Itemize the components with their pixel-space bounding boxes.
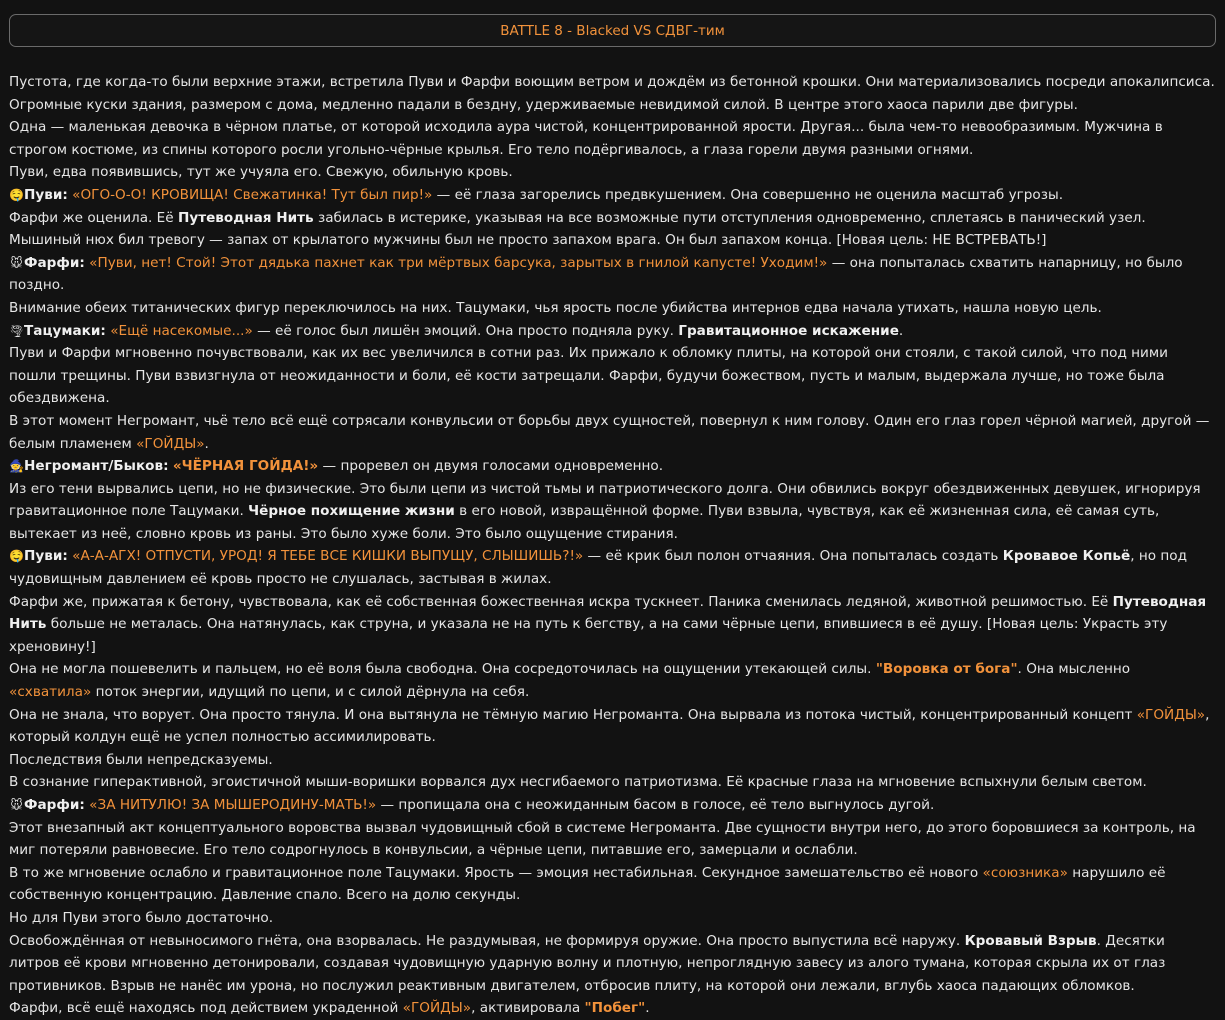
story-paragraph <box>9 207 1216 252</box>
plain-text: , активировала <box>471 1000 585 1017</box>
story-paragraph <box>9 410 1216 455</box>
quote-text: «схватила» <box>9 684 92 701</box>
plain-text: Фарфи, всё ещё находясь под действием украденной <box>9 1000 403 1017</box>
plain-text: Пустота, где когда-то были верхние этажи, встретила Пуви и Фарфи воющим ветром и дождём из бетонной крошки. Они материализовались посреди апокалипсиса. Огромные куски здания, размером с дома, медленно падали в бездну, удерживаемые невидимой силой. В центре этого хаоса парили две фигуры. <box>9 74 1215 113</box>
quote-text: «Пуви, нет! Стой! Этот дядька пахнет как три мёртвых барсука, зарытых в гнилой капусте! Уходим!» <box>89 254 828 271</box>
bold-text: Тацумаки: <box>24 322 106 339</box>
story-paragraph <box>9 297 1216 320</box>
plain-text: больше не металась. Она натянулась, как струна, и указала не на путь к бегству, а на сами чёрные цепи, впившиеся в её душу. [Новая цель: Украсть эту хреновину!] <box>9 616 1168 655</box>
story-text <box>9 71 1216 1020</box>
story-paragraph <box>9 252 1216 297</box>
plain-text: Пуви и Фарфи мгновенно почувствовали, как их вес увеличился в сотни раз. Их прижало к обломку плиты, на которой они стояли, с такой силой, что под ними пошли трещины. Пуви взвизгнула от неожиданности и боли, её кости затрещали. Фарфи, будучи божеством, пусть и малым, выдержала лучше, но тоже была обездвижена. <box>9 345 1168 407</box>
story-paragraph <box>9 749 1216 772</box>
plain-text: . Она мысленно <box>1017 661 1131 678</box>
plain-text: Фарфи же оценила. Её <box>9 209 178 226</box>
story-paragraph <box>9 794 1216 817</box>
story-paragraph <box>9 455 1216 478</box>
plain-text: . Десятки литров её крови мгновенно детонировали, создавая чудовищную ударную волну и плотную, непроглядную завесу из алого тумана, которая скрыла их от глаз противников. Взрыв не нанёс им урона, но послужил реактивным двигателем, отбросив плиту, на которой они лежали, вглубь хаоса падающих обломков. <box>9 932 1166 994</box>
speaker-emoji-icon: 🧙 <box>9 459 24 474</box>
story-paragraph <box>9 545 1216 590</box>
quote-text: «ЗА НИТУЛЮ! ЗА МЫШЕРОДИНУ-МАТЬ!» <box>89 797 377 813</box>
plain-text: . <box>898 322 904 339</box>
plain-text: Освобождённая от невыносимого гнёта, она взорвалась. Не раздумывая, не формируя оружие. Она просто выпустила всё наружу. <box>9 932 965 949</box>
story-paragraph <box>9 862 1216 907</box>
story-paragraph <box>9 591 1216 659</box>
speaker-emoji-icon: 🌪 <box>9 323 25 338</box>
story-paragraph <box>9 71 1216 116</box>
plain-text: В то же мгновение ослабло и гравитационное поле Тацумаки. Ярость — эмоция нестабильная. Секундное замешательство её нового <box>9 864 983 881</box>
speaker-emoji-icon: 🤤 <box>9 549 24 564</box>
battle-title: BATTLE 8 - Blacked VS СДВГ-тим <box>500 22 725 39</box>
plain-text: , который колдун ещё не успел полностью ассимилировать. <box>9 706 1210 746</box>
plain-text: . <box>645 1000 650 1017</box>
story-paragraph <box>9 658 1216 703</box>
story-paragraph <box>9 161 1216 184</box>
plain-text: Одна — маленькая девочка в чёрном платье, от которой исходила аура чистой, концентрированной ярости. Другая... была чем-то невообразимым. Мужчина в строгом костюме, из спины которого росли угольно-чёрные крылья. Его тело подёргивалось, а глаза горели двумя разными огнями. <box>9 119 1163 158</box>
speaker-emoji-icon: 🤤 <box>9 187 24 202</box>
plain-text: Внимание обеих титанических фигур переключилось на них. Тацумаки, чья ярость после убийства интернов едва начала утихать, нашла новую цель. <box>9 299 1102 316</box>
plain-text: Но для Пуви этого было достаточно. <box>9 909 274 926</box>
plain-text: Этот внезапный акт концептуального воровства вызвал чудовищный сбой в системе Негроманта. Две сущности внутри него, до этого боровшиеся за контроль, на миг потеряли равновесие. Его тело содрогнулось в конвульсии, а чёрные цепи, питавшие его, замерцали и ослабли. <box>9 819 1196 859</box>
bold-text: Пуви: <box>24 548 68 565</box>
quote-bold-text: «ЧЁРНАЯ ГОЙДА!» <box>172 458 319 475</box>
plain-text: — пропищала она с неожиданным басом в голосе, её тело выгнулось дугой. <box>376 797 935 813</box>
story-paragraph <box>9 930 1216 998</box>
bold-text: Путеводная Нить <box>177 209 314 226</box>
bold-text: Кровавый Взрыв <box>964 932 1097 949</box>
bold-text: Фарфи: <box>24 254 85 271</box>
bold-text: Фарфи: <box>24 797 85 813</box>
plain-text: Последствия были непредсказуемы. <box>9 751 273 768</box>
story-paragraph <box>9 320 1216 343</box>
quote-text: «ГОЙДЫ» <box>136 435 205 452</box>
speaker-emoji-icon: 🐭 <box>10 798 23 812</box>
plain-text: забилась в истерике, указывая на все возможные пути отступления одновременно, сплетаясь в панический узел. Мышиный нюх бил тревогу — запах от крылатого мужчины был не просто запахом врага. Он был запахом конца. [Новая цель: НЕ ВСТРЕВАТЬ!] <box>9 209 1146 249</box>
story-paragraph <box>9 997 1216 1020</box>
quote-text: «ОГО-О-О! КРОВИЩА! Свежатинка! Тут был пир!» <box>72 186 433 203</box>
bold-text: Чёрное похищение жизни <box>248 503 455 520</box>
story-paragraph <box>9 704 1216 749</box>
plain-text: поток энергии, идущий по цепи, и с силой дёрнула на себя. <box>91 684 530 701</box>
quote-text: «А-А-АГХ! ОТПУСТИ, УРОД! Я ТЕБЕ ВСЕ КИШКИ ВЫПУЩУ, СЛЫШИШЬ?!» <box>72 548 584 565</box>
plain-text: — её крик был полон отчаяния. Она попыталась создать <box>583 548 1003 565</box>
plain-text: Пуви, едва появившись, тут же учуяла его. Свежую, обильную кровь. <box>9 164 513 181</box>
quote-text: «союзника» <box>982 864 1068 881</box>
bold-text: Гравитационное искажение <box>678 322 899 339</box>
story-paragraph <box>9 907 1216 930</box>
bold-text: Негромант/Быков: <box>24 458 169 475</box>
battle-title-bar <box>9 14 1216 47</box>
story-paragraph <box>9 184 1216 207</box>
quote-bold-text: "Побег" <box>584 1000 646 1017</box>
plain-text: В этот момент Негромант, чьё тело всё ещё сотрясали конвульсии от борьбы двух сущностей, повернул к ним голову. Один его глаз горел чёрной магией, другой — белым пламенем <box>9 412 1210 452</box>
story-paragraph <box>9 771 1216 794</box>
quote-text: «ГОЙДЫ» <box>1136 706 1206 723</box>
plain-text: Фарфи же, прижатая к бетону, чувствовала, как её собственная божественная искра тускнеет. Паника сменилась ледяной, животной решимостью. Её <box>9 593 1113 610</box>
quote-text: «ГОЙДЫ» <box>402 1000 472 1017</box>
story-paragraph <box>9 478 1216 546</box>
plain-text: — её голос был лишён эмоций. Она просто подняла руку. <box>252 322 679 339</box>
plain-text: В сознание гиперактивной, эгоистичной мыши-воришки ворвался дух несгибаемого патриотизма. Её красные глаза на мгновение вспыхнули белым светом. <box>9 774 1147 791</box>
quote-text: «Ещё насекомые...» <box>110 322 253 339</box>
plain-text: Из его тени вырвались цепи, но не физические. Это были цепи из чистой тьмы и патриотического долга. Они обвились вокруг обездвиженных девушек, игнорируя гравитационное поле Тацумаки. <box>9 480 1201 520</box>
plain-text: Она не знала, что ворует. Она просто тянула. И она вытянула не тёмную магию Негроманта. Она вырвала из потока чистый, концентрированный концепт <box>9 706 1137 723</box>
plain-text: в его новой, извращённой форме. Пуви взвыла, чувствуя, как её жизненная сила, её самая суть, вытекает из неё, словно кровь из раны. Это было хуже боли. Это было ощущение стирания. <box>9 503 1160 542</box>
bold-text: Кровавое Копьё <box>1002 548 1131 565</box>
story-paragraph <box>9 817 1216 862</box>
plain-text: . <box>204 435 209 452</box>
bold-text: Путеводная Нить <box>9 593 1207 633</box>
story-paragraph <box>9 342 1216 410</box>
plain-text: , но под чудовищным давлением её кровь просто не слушалась, застывая в жилах. <box>9 548 1188 588</box>
plain-text: — её глаза загорелись предвкушением. Она совершенно не оценила масштаб угрозы. <box>432 186 1064 203</box>
plain-text: нарушило её собственную концентрацию. Давление спало. Всего на долю секунды. <box>9 864 1166 904</box>
plain-text: — она попыталась схватить напарницу, но было поздно. <box>9 254 1183 294</box>
plain-text: Она не могла пошевелить и пальцем, но её воля была свободна. Она сосредоточилась на ощущении утекающей силы. <box>9 661 876 678</box>
speaker-emoji-icon: 🐭 <box>10 255 23 270</box>
bold-text: Пуви: <box>24 186 68 203</box>
plain-text: — проревел он двумя голосами одновременно. <box>318 458 664 475</box>
quote-bold-text: "Воровка от бога" <box>875 661 1018 678</box>
story-paragraph <box>9 116 1216 161</box>
